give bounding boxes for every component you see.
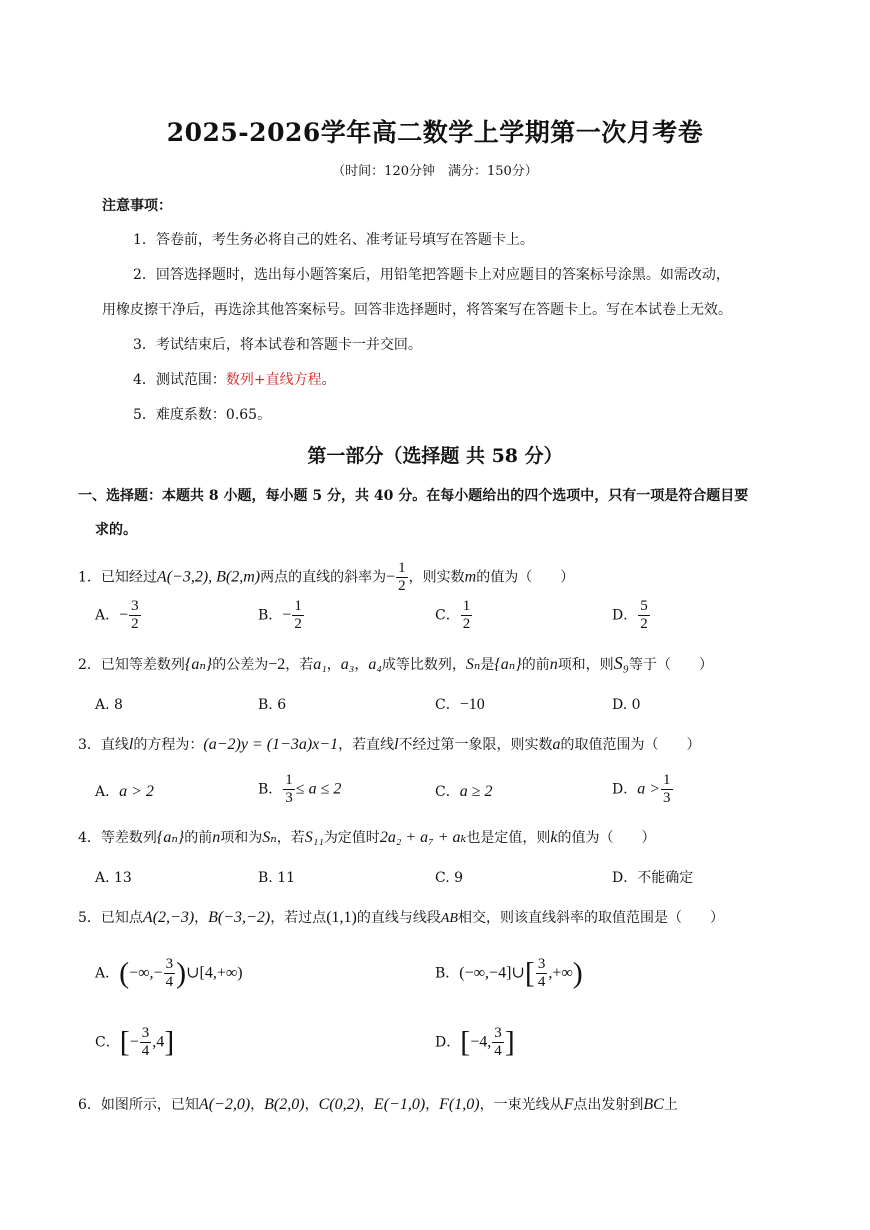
q3-equation: (a−2)y = (1−3a)x−1: [203, 736, 339, 753]
question-3: [78, 735, 701, 755]
q1-text-4: 的值为（ ）: [476, 569, 575, 586]
q3-d-label: D．: [612, 781, 638, 798]
q4-text-7: 的值为（ ）: [557, 830, 656, 846]
q5-c-fraction: [140, 1025, 152, 1060]
q1-c-fraction: [461, 598, 473, 633]
notice-item-1: 1．答卷前，考生务必将自己的姓名、准考证号填写在答题卡上。: [133, 232, 534, 248]
q1-b-num: 1: [294, 598, 302, 614]
q5-d-den: 4: [494, 1043, 502, 1059]
q2-option-a: A. 8: [95, 697, 123, 713]
q1-a-den: 2: [131, 616, 139, 632]
q5-c-den: 4: [141, 1043, 150, 1059]
q2-a3: a₃: [340, 656, 355, 673]
q5-a-den: 4: [165, 974, 174, 990]
q5-option-a: A．(−∞,− $\frac{3}{4}$ )∪[4,+∞): [95, 956, 243, 990]
q1-c-label: C．: [435, 607, 460, 624]
q4-option-c: C. 9: [435, 870, 464, 886]
q3-option-b: [258, 772, 341, 807]
q2-sep-1: ，: [326, 657, 341, 673]
q4-option-a: A. 13: [95, 870, 132, 886]
q6-sep-3: ，: [359, 1097, 374, 1113]
q2-option-c: [435, 695, 485, 715]
q2-option-d: D. 0: [612, 697, 641, 713]
q3-text-5: 的取值范围为（ ）: [560, 737, 701, 753]
q6-sep-4: ，: [425, 1097, 440, 1113]
notice-item-2-cont: 用橡皮擦干净后，再选涂其他答案标号。回答非选择题时，将答案写在答题卡上。写在本试卷上无效。: [102, 302, 732, 318]
q5-a-pre: −∞,−: [129, 964, 163, 982]
q1-b-sign: −: [282, 606, 292, 624]
q5-c-label: C．: [95, 1034, 120, 1051]
q1-c-num: 1: [462, 598, 471, 614]
q3-b-label: B．: [258, 781, 283, 798]
q5-d-num: 3: [494, 1025, 502, 1041]
q3-option-c: [435, 782, 493, 802]
q5-d-label: D．: [435, 1034, 461, 1051]
q2-c-val: −10: [459, 696, 485, 713]
q2-text-2: 的公差为: [212, 657, 269, 673]
q2-text-8: 等于（ ）: [628, 657, 713, 673]
q2-text-4: 成等比数列，: [381, 657, 466, 673]
q3-a-val: a > 2: [119, 783, 154, 800]
q5-text-1: 5．已知点: [78, 910, 143, 926]
q1-option-b: [258, 598, 305, 633]
q3-d-num: 1: [663, 772, 671, 788]
q1-option-d: [612, 598, 651, 633]
q3-a: a: [552, 736, 561, 753]
notice-heading: 注意事项：: [102, 198, 172, 214]
question-6: [78, 1095, 678, 1115]
q1-b-den: 2: [294, 616, 302, 632]
question-2: [78, 653, 713, 675]
q5-option-c: C．[− $\frac{3}{4}$ ,4]: [95, 1025, 175, 1059]
q6-sep-2: ，: [304, 1097, 319, 1113]
q3-l: l: [128, 736, 134, 753]
q1-a-num: 3: [131, 598, 139, 614]
q3-c-label: C．: [435, 784, 460, 800]
q6-point-b: B(2,0): [264, 1096, 305, 1113]
q2-s9: S₉: [613, 653, 629, 673]
q4-n: n: [212, 829, 221, 846]
q1-a-label: A．: [95, 607, 120, 624]
q1-option-c: [435, 598, 473, 633]
notice-item-4: [133, 370, 336, 390]
q3-option-a: [95, 782, 154, 802]
q5-text-4: 相交，则该直线斜率的取值范围是（ ）: [457, 910, 724, 926]
section-title: 第一部分（选择题 共 58 分）: [307, 445, 563, 467]
q5-point-p: (1,1): [326, 909, 357, 926]
q6-point-a: A(−2,0): [198, 1096, 251, 1113]
q5-b-post: ,+∞: [548, 964, 573, 982]
q2-text-7: 项和，则: [557, 657, 614, 673]
question-5: [78, 908, 724, 929]
q1-a-fraction: [129, 598, 141, 633]
question-1: [78, 560, 574, 595]
q6-point-c: C(0,2): [318, 1096, 360, 1113]
q6-text-2: ，一束光线从: [479, 1097, 564, 1113]
q6-point-f: F(1,0): [439, 1096, 480, 1113]
notice-item-3: 3．考试结束后，将本试卷和答题卡一并交回。: [133, 337, 422, 353]
q1-d-fraction: [638, 598, 650, 633]
q2-d: −2: [268, 656, 286, 673]
q4-option-b: B. 11: [258, 870, 296, 886]
q5-text-2: ，若过点: [270, 910, 327, 926]
q1-slope-den: 2: [398, 578, 406, 594]
q6-text-4: 上: [663, 1097, 678, 1113]
q5-c-num: 3: [141, 1025, 150, 1041]
q1-slope-num: 1: [398, 560, 406, 576]
q5-a-label: A．: [95, 965, 120, 982]
q5-d-pre: −4,: [470, 1033, 492, 1051]
q5-b-pre: (−∞,−4]∪: [459, 964, 525, 982]
q3-d-fraction: [661, 772, 673, 807]
q6-text-1: 6．如图所示，已知: [78, 1097, 199, 1113]
q4-text-6: 也是定值，则: [466, 830, 551, 846]
q1-text-2: 两点的直线的斜率为: [260, 569, 387, 586]
notice-item-4-suffix: 。: [321, 372, 336, 388]
q3-text-4: 不经过第一象限，则实数: [398, 737, 553, 753]
q4-sn: Sₙ: [262, 829, 277, 846]
q2-text-1: 2．已知等差数列: [78, 657, 185, 673]
q3-b-fraction: [283, 772, 295, 807]
q2-a1: a₁: [313, 656, 327, 673]
q3-d-den: 3: [663, 790, 671, 806]
q1-d-label: D．: [612, 607, 638, 624]
q1-text-1: 1．已知经过: [78, 569, 157, 586]
q3-text-2: 的方程为：: [133, 737, 204, 753]
exam-info: （时间：120分钟 满分：150分）: [332, 164, 538, 179]
q5-option-b: B．(−∞,−4]∪[ $\frac{3}{4}$ ,+∞): [435, 956, 583, 990]
q5-a-fraction: [164, 956, 176, 991]
q4-seq: {aₙ}: [156, 829, 185, 846]
q2-text-5: 是: [480, 657, 495, 673]
q6-text-3: 点出发射到: [573, 1097, 644, 1113]
q2-text-3: ，若: [285, 657, 314, 673]
q1-c-den: 2: [462, 616, 471, 632]
q1-d-num: 5: [640, 598, 648, 614]
q1-var: m: [464, 568, 477, 586]
q6-sep-1: ，: [250, 1097, 265, 1113]
q2-option-b: B. 6: [258, 697, 287, 713]
q1-slope-fraction: [396, 560, 408, 595]
page-title: 2025-2026学年高二数学上学期第一次月考卷: [166, 118, 704, 147]
q5-a-post: ∪[4,+∞): [186, 964, 243, 982]
notice-item-2: 2．回答选择题时，选出每小题答案后，用铅笔把答题卡上对应题目的答案标号涂黑。如需改动，: [133, 267, 730, 283]
q1-points: A(−3,2), B(2,m): [156, 568, 261, 586]
q3-d-pre: a >: [637, 780, 661, 798]
q2-sn: Sₙ: [465, 656, 481, 673]
q2-a4: a₄: [368, 656, 382, 673]
q5-d-fraction: [492, 1025, 504, 1060]
q3-b-den: 3: [285, 790, 293, 806]
q5-b-label: B．: [435, 965, 460, 982]
q5-b-fraction: [536, 956, 548, 991]
q1-option-a: [95, 598, 142, 633]
q4-text-5: 为定值时: [323, 830, 380, 846]
q3-a-label: A．: [95, 784, 120, 800]
part-instructions-cont: 求的。: [95, 522, 137, 538]
q2-n: n: [549, 656, 558, 673]
q3-l-2: l: [394, 736, 399, 753]
q1-slope-sign: −: [386, 568, 396, 586]
question-4: [78, 828, 655, 848]
q4-s11: S₁₁: [304, 829, 324, 846]
q5-b-den: 4: [537, 974, 546, 990]
q5-c-pre: −: [129, 1033, 139, 1051]
q4-expr: 2a₂ + a₇ + aₖ: [379, 829, 467, 846]
q1-d-den: 2: [640, 616, 648, 632]
q3-c-val: a ≥ 2: [459, 783, 493, 800]
q4-k: k: [550, 829, 558, 846]
q6-f: F: [563, 1096, 574, 1113]
q2-seq: {aₙ}: [184, 656, 213, 673]
q4-option-d: D．不能确定: [612, 870, 694, 886]
q1-a-sign: −: [119, 606, 129, 624]
q2-sep-2: ，: [354, 657, 369, 673]
q2-seq-2: {aₙ}: [494, 656, 522, 673]
q5-text-3: 的直线与线段: [356, 910, 441, 926]
q4-text-1: 4．等差数列: [78, 830, 157, 846]
q3-text-1: 3．直线: [78, 737, 129, 753]
q5-b-num: 3: [537, 956, 546, 972]
notice-item-4-prefix: 4．测试范围：: [133, 372, 226, 388]
q6-point-e: E(−1,0): [373, 1096, 426, 1113]
q4-text-3: 项和为: [220, 830, 263, 846]
notice-item-5: 5．难度系数：0.65。: [133, 407, 272, 423]
q5-option-d: D．[−4, $\frac{3}{4}$ ]: [435, 1025, 515, 1059]
q1-b-label: B．: [258, 607, 283, 624]
q4-text-2: 的前: [184, 830, 213, 846]
q5-a-num: 3: [165, 956, 174, 972]
q3-b-rest: ≤ a ≤ 2: [295, 780, 342, 798]
q4-text-4: ，若: [276, 830, 305, 846]
q3-text-3: ，若直线: [338, 737, 395, 753]
q2-text-6: 的前: [521, 657, 550, 673]
test-scope: 数列+直线方程: [225, 372, 322, 388]
q6-bc: BC: [643, 1096, 664, 1113]
q5-c-post: ,4: [152, 1033, 165, 1051]
q5-point-a: A(2,−3): [142, 909, 195, 926]
q5-segment-ab: AB: [440, 911, 458, 926]
q5-sep: ，: [194, 910, 209, 926]
q1-b-fraction: [292, 598, 304, 633]
q1-text-3: ，则实数: [408, 569, 465, 586]
part-instructions: 一、选择题：本题共 8 小题，每小题 5 分，共 40 分。在每小题给出的四个选项中，只有一项是符合题目要: [78, 488, 749, 504]
q5-point-b: B(−3,−2): [208, 909, 271, 926]
q3-option-d: [612, 772, 674, 807]
q3-b-num: 1: [285, 772, 293, 788]
q2-c-label: C．: [435, 697, 460, 713]
